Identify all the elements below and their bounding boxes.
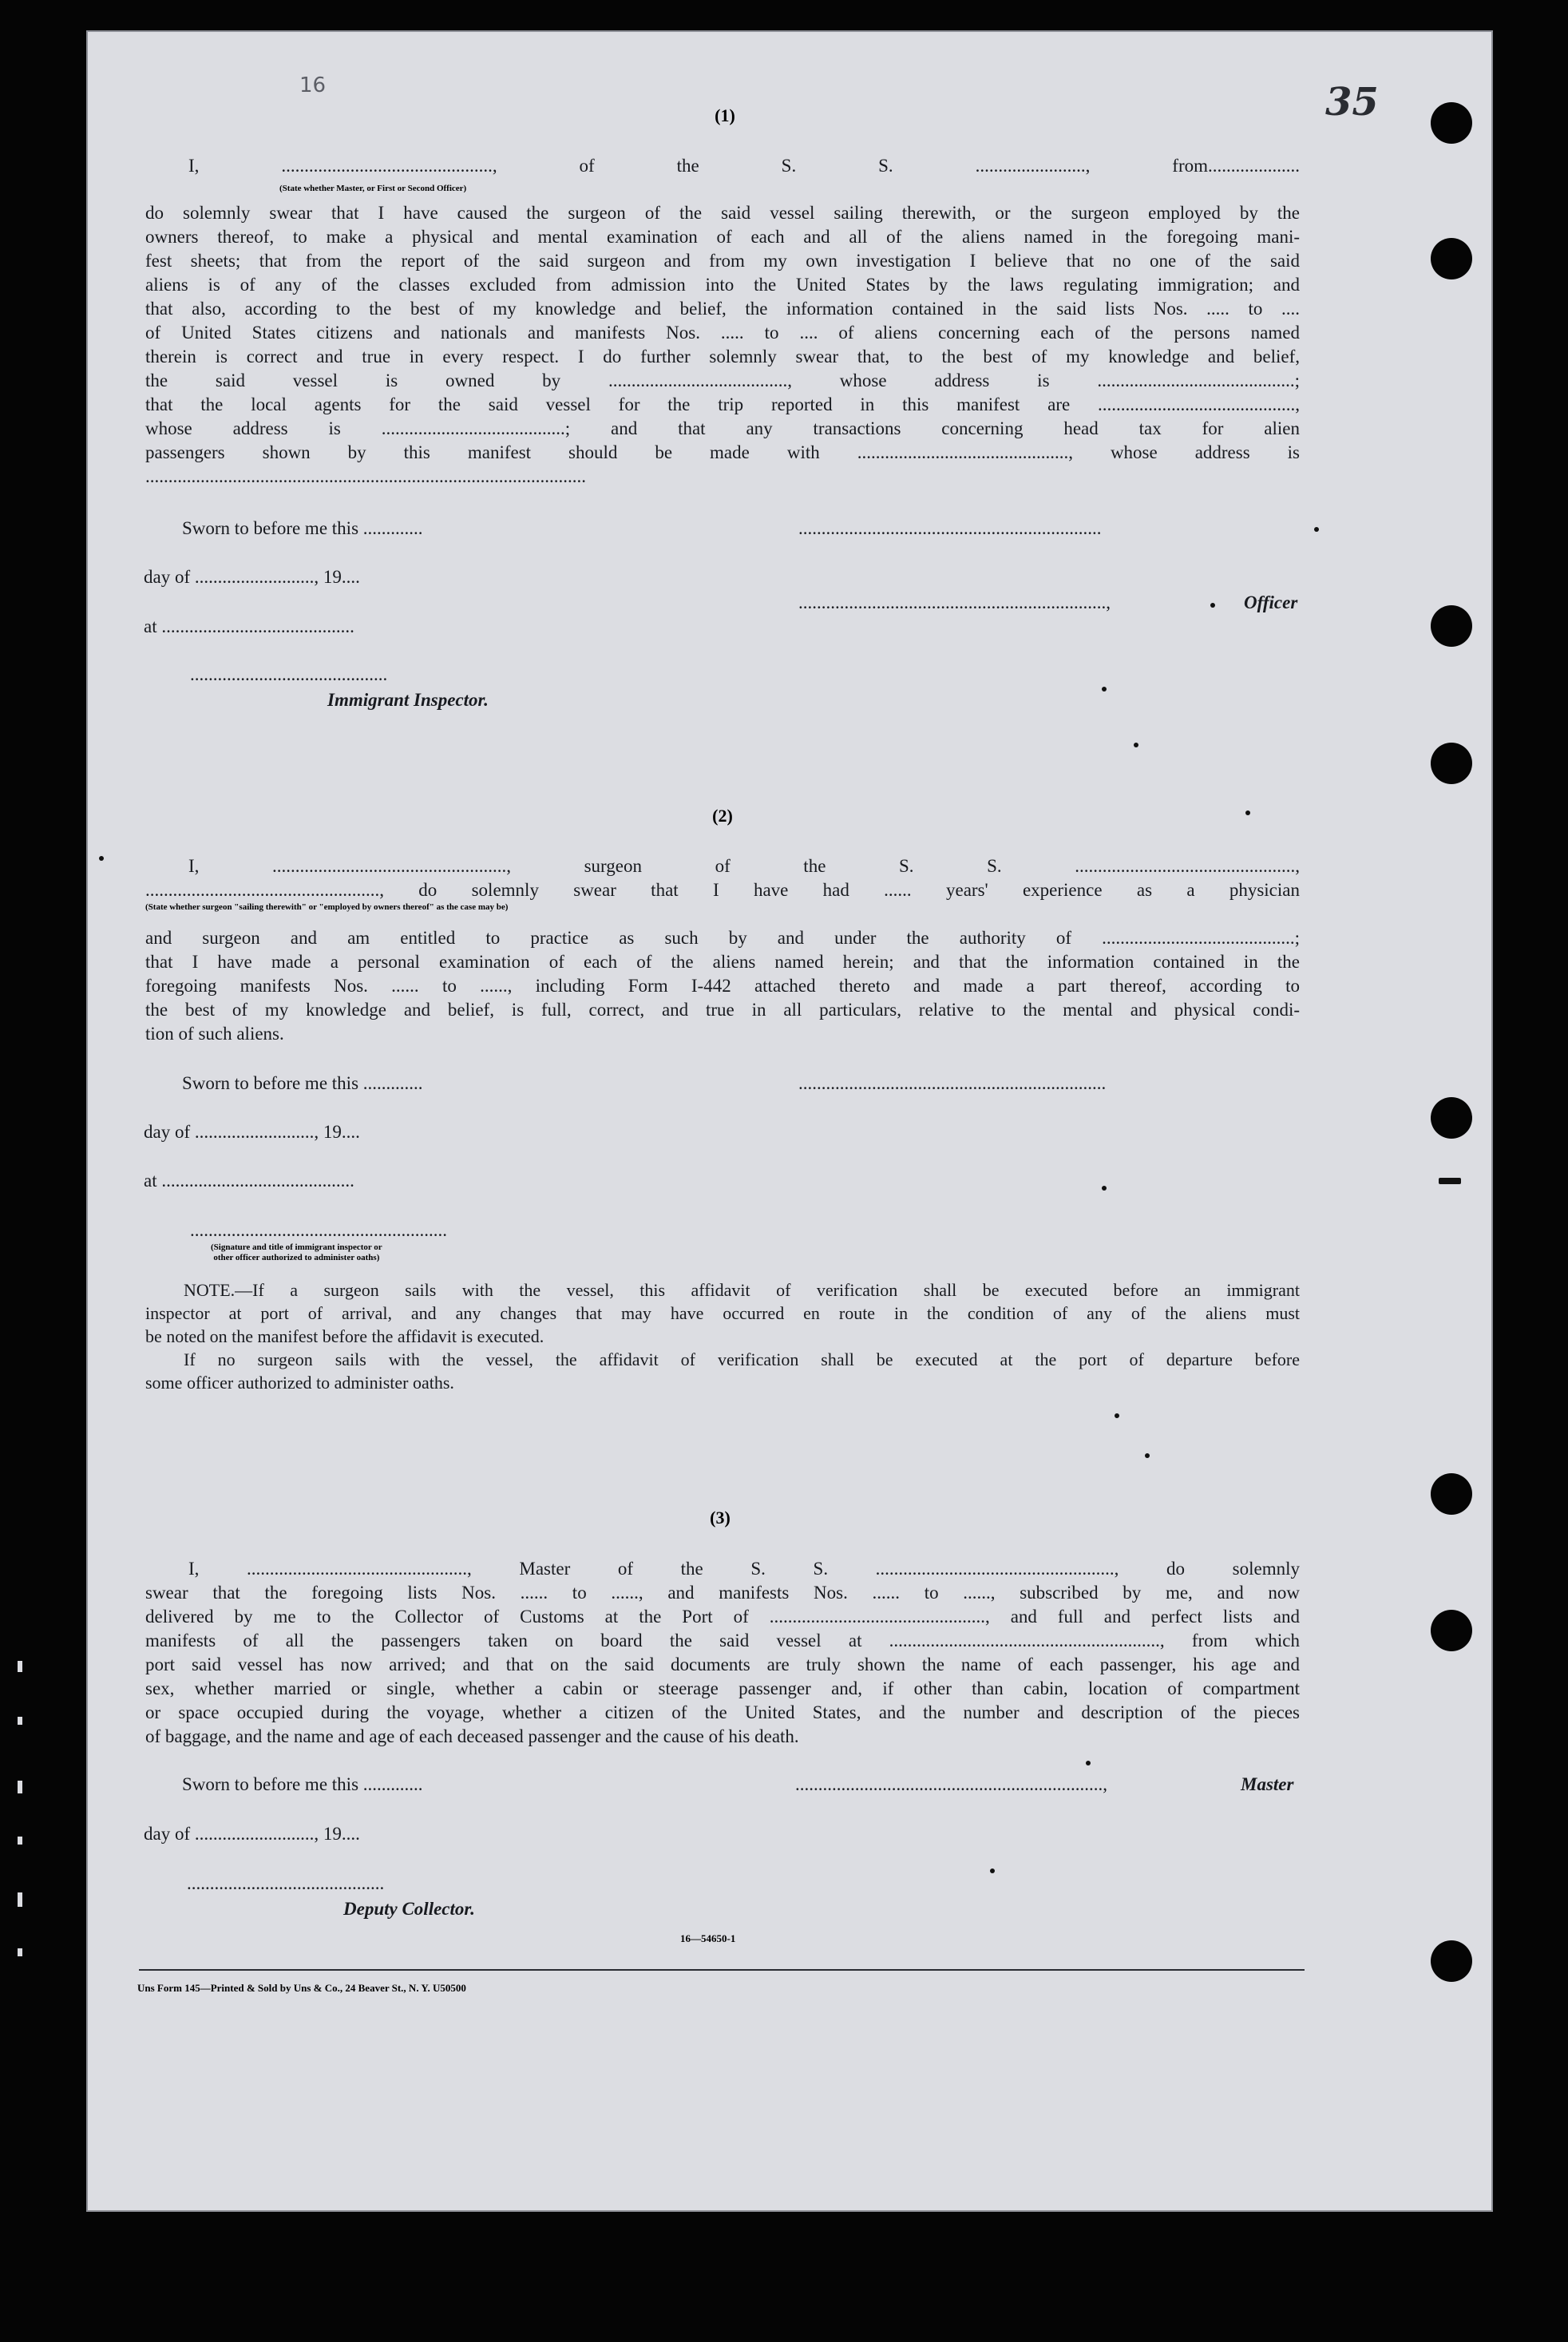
text-line: manifests of all the passengers taken on board the said vessel at ..........................................................., from which bbox=[145, 1631, 1300, 1650]
pencil-mark: 16 bbox=[299, 73, 327, 97]
note-line: some officer authorized to administer oaths. bbox=[145, 1373, 454, 1393]
section-2-at: at .......................................... bbox=[144, 1171, 354, 1191]
note-block bbox=[145, 1278, 1300, 1394]
section-1-sworn: Sworn to before me this ............. bbox=[182, 518, 423, 538]
text-line: sex, whether married or single, whether a cabin or steerage passenger and, if other than cabin, location of compartment bbox=[145, 1678, 1300, 1698]
scan-speck bbox=[1134, 743, 1138, 747]
section-2-sworn: Sworn to before me this ............. bbox=[182, 1073, 423, 1093]
note-line: NOTE.—If a surgeon sails with the vessel, this affidavit of verification shall be executed before an immigrant bbox=[184, 1280, 1300, 1300]
scan-speck bbox=[1086, 1761, 1091, 1765]
section-1-officer-label: Officer bbox=[1244, 592, 1298, 612]
section-2-sig-dots: ........................................................ bbox=[190, 1220, 447, 1240]
scan-speck bbox=[1245, 810, 1250, 815]
text-line: whose address is ........................................; and that any transactions concerning head tax for alien bbox=[145, 418, 1300, 438]
scan-artifact bbox=[18, 1837, 22, 1845]
scan-artifact bbox=[18, 1661, 22, 1672]
section-1-day: day of .........................., 19.... bbox=[144, 567, 360, 587]
section-3-form-code: 16—54650-1 bbox=[680, 1932, 736, 1944]
section-2-right-dots: ................................................................... bbox=[798, 1073, 1107, 1093]
section-1-inspector-dots: ........................................... bbox=[190, 664, 388, 684]
text-line: port said vessel has now arrived; and that on the said documents are truly shown the name of each passenger, his age and bbox=[145, 1654, 1300, 1674]
punch-hole bbox=[1431, 1610, 1472, 1651]
page-number-mark: 35 bbox=[1325, 80, 1379, 125]
note-line: If no surgeon sails with the vessel, the affidavit of verification shall be executed at the port of departure before bbox=[184, 1349, 1300, 1369]
section-3-collector-dots: ........................................... bbox=[187, 1873, 385, 1893]
section-1-line1-caption: (State whether Master, or First or Second Officer) bbox=[279, 184, 467, 193]
scan-speck bbox=[1145, 1453, 1150, 1458]
scan-artifact bbox=[18, 1717, 22, 1725]
section-3-collector-label: Deputy Collector. bbox=[343, 1899, 475, 1919]
text-line: I, ................................................, Master of the S. S. ...................................................., do solemnly bbox=[188, 1559, 1300, 1579]
punch-hole bbox=[1431, 238, 1472, 279]
punch-hole bbox=[1431, 605, 1472, 647]
text-line: aliens is of any of the classes excluded from admission into the United States by the laws regulating immigration; and bbox=[145, 275, 1300, 295]
text-line: tion of such aliens. bbox=[145, 1024, 284, 1044]
section-1-at: at .......................................... bbox=[144, 616, 354, 636]
section-1-number: (1) bbox=[715, 105, 735, 125]
punch-hole bbox=[1431, 1473, 1472, 1515]
punch-hole bbox=[1431, 1097, 1472, 1139]
text-line: ................................................................................................ bbox=[145, 466, 586, 486]
punch-hole bbox=[1431, 1940, 1472, 1982]
scan-speck bbox=[1314, 527, 1319, 532]
punch-hole bbox=[1431, 102, 1472, 144]
section-3-sworn: Sworn to before me this ............. bbox=[182, 1774, 423, 1794]
text-line: passengers shown by this manifest should be made with .............................................., whose address is bbox=[145, 442, 1300, 462]
section-3-paragraph bbox=[145, 1557, 1300, 1749]
scan-speck bbox=[1115, 1413, 1119, 1418]
scan-speck bbox=[990, 1868, 995, 1873]
text-line: foregoing manifests Nos. ...... to ......, including Form I-442 attached thereto and made a part thereof, according to bbox=[145, 976, 1300, 996]
note-line: inspector at port of arrival, and any changes that may have occurred en route in the condition of any of the aliens must bbox=[145, 1303, 1300, 1323]
scan-speck bbox=[99, 856, 104, 861]
text-line: or space occupied during the voyage, whether a citizen of the United States, and the number and description of the pieces bbox=[145, 1702, 1300, 1722]
text-line: that also, according to the best of my knowledge and belief, the information contained in the said lists Nos. ..... to .... bbox=[145, 299, 1300, 319]
scan-speck bbox=[1210, 603, 1215, 608]
section-3-master-label: Master bbox=[1241, 1774, 1294, 1794]
text-line: of baggage, and the name and age of each deceased passenger and the cause of his death. bbox=[145, 1726, 799, 1746]
text-line: therein is correct and true in every respect. I do further solemnly swear that, to the best of my knowledge and belief, bbox=[145, 347, 1300, 367]
section-2-caption: (Signature and title of immigrant inspector or other officer authorized to administer oaths) bbox=[211, 1242, 382, 1262]
text-line: the best of my knowledge and belief, is full, correct, and true in all particulars, relative to the mental and physical condi- bbox=[145, 1000, 1300, 1020]
scan-speck bbox=[1102, 1186, 1107, 1191]
text-line: fest sheets; that from the report of the said surgeon and from my own investigation I believe that no one of the said bbox=[145, 251, 1300, 271]
section-3-number: (3) bbox=[710, 1508, 731, 1528]
section-1-officer-dots-2: ..................................................................., bbox=[798, 592, 1111, 612]
text-line: do solemnly swear that I have caused the surgeon of the said vessel sailing therewith, or the surgeon employed by the bbox=[145, 203, 1300, 223]
section-1-paragraph bbox=[145, 201, 1300, 489]
section-2-day: day of .........................., 19.... bbox=[144, 1122, 360, 1142]
scan-artifact bbox=[18, 1781, 22, 1793]
section-3-master-dots: ..................................................................., bbox=[795, 1774, 1107, 1794]
text-line: the said vessel is owned by ......................................., whose address is ...........................................; bbox=[145, 371, 1300, 390]
section-2-line1: I, ..................................................., surgeon of the S. S. ................................................, bbox=[188, 856, 1300, 876]
section-2-line2-caption: (State whether surgeon "sailing therewith" or "employed by owners thereof" as the case may be) bbox=[145, 902, 509, 912]
footer-rule bbox=[139, 1969, 1305, 1971]
text-line: of United States citizens and nationals and manifests Nos. ..... to .... of aliens concerning each of the persons named bbox=[145, 323, 1300, 343]
text-line: that I have made a personal examination of each of the aliens named herein; and that the information contained in the bbox=[145, 952, 1300, 972]
text-line: that the local agents for the said vessel for the trip reported in this manifest are ..........................................., bbox=[145, 394, 1300, 414]
scan-artifact bbox=[18, 1892, 22, 1907]
note-line: be noted on the manifest before the affidavit is executed. bbox=[145, 1326, 544, 1346]
section-3-day: day of .........................., 19.... bbox=[144, 1824, 360, 1844]
text-line: and surgeon and am entitled to practice as such by and under the authority of ..........................................; bbox=[145, 928, 1300, 948]
section-1-inspector-label: Immigrant Inspector. bbox=[327, 690, 489, 710]
section-1-officer-dots-1: .................................................................. bbox=[798, 518, 1102, 538]
footer-text: Uns Form 145—Printed & Sold by Uns & Co., 24 Beaver St., N. Y. U50500 bbox=[137, 1982, 466, 1994]
section-1-line1: I, .............................................., of the S. S. ........................, from.................... bbox=[188, 156, 1300, 176]
section-2-line2: ..................................................., do solemnly swear that I have had ...... years' experience as a physician bbox=[145, 880, 1300, 900]
text-line: owners thereof, to make a physical and mental examination of each and all of the aliens named in the foregoing mani- bbox=[145, 227, 1300, 247]
scan-speck bbox=[1102, 687, 1107, 692]
scan-speck bbox=[1439, 1178, 1461, 1184]
punch-hole bbox=[1431, 743, 1472, 784]
section-2-number: (2) bbox=[712, 806, 733, 826]
text-line: swear that the foregoing lists Nos. ...... to ......, and manifests Nos. ...... to ......, subscribed by me, and now bbox=[145, 1583, 1300, 1603]
section-2-paragraph bbox=[145, 926, 1300, 1046]
text-line: delivered by me to the Collector of Customs at the Port of ..............................................., and full and perfect lists and bbox=[145, 1607, 1300, 1627]
scan-artifact bbox=[18, 1948, 22, 1956]
